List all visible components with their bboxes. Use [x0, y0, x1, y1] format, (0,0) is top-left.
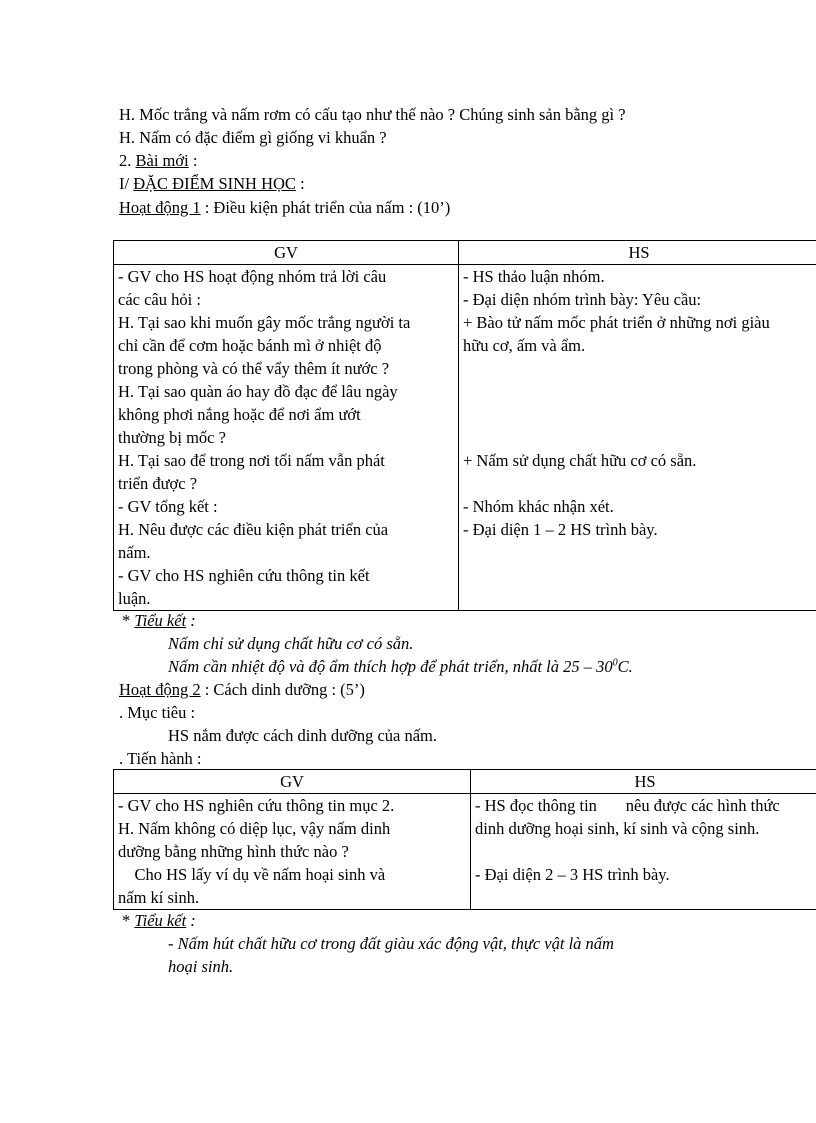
activity2-heading: Hoạt động 2 : Cách dinh dưỡng : (5’): [119, 680, 365, 699]
gv-line: dưỡng bằng những hình thức nào ?: [118, 842, 349, 861]
gv-line: triển được ?: [118, 474, 198, 493]
hs-line: [463, 426, 815, 449]
activity2-goal-text: HS nắm được cách dinh dưỡng của nấm.: [168, 726, 438, 745]
hs-line: + Nấm sử dụng chất hữu cơ có sẵn.: [463, 451, 697, 470]
gv-line: thường bị mốc ?: [118, 428, 226, 447]
new-lesson-heading: 2. Bài mới :: [119, 151, 198, 170]
section-heading: I/ ĐẶC ĐIỂM SINH HỌC :: [119, 174, 305, 193]
hs-line: - Đại diện 1 – 2 HS trình bày.: [463, 520, 658, 539]
gv-line: không phơi nắng hoặc để nơi ẩm ướt: [118, 405, 361, 424]
activity1-summary-line2: Nấm cần nhiệt độ và độ ẩm thích hợp để phát triển, nhất là $25 - 30^0C$.: [168, 657, 633, 676]
gv-line: - GV cho HS nghiên cứu thông tin mục 2.: [118, 796, 395, 815]
activity2-hs-cell: [471, 794, 816, 910]
activity1-hs-cell: [459, 265, 816, 611]
gv-line: - GV cho HS nghiên cứu thông tin kết: [118, 566, 370, 585]
activity2-goal-label: . Mục tiêu :: [119, 703, 196, 722]
gv-line: H. Tại sao quàn áo hay đồ đạc để lâu ngày: [118, 382, 398, 401]
hs-line: - HS đọc thông tin nêu được các hình thức: [475, 796, 780, 815]
review-question-2: H. Nấm có đặc điểm gì giống vi khuẩn ?: [119, 128, 387, 147]
activity2-procedure-label: . Tiến hành :: [119, 749, 202, 768]
activity2-table: [113, 769, 816, 910]
activity1-summary-line1: Nấm chỉ sử dụng chất hữu cơ có sẵn.: [168, 634, 414, 653]
gv-line: Cho HS lấy ví dụ về nấm hoại sinh và: [118, 865, 386, 884]
activity2-hs-header: HS: [471, 770, 816, 794]
activity1-hs-header: HS: [459, 241, 816, 265]
gv-line: H. Nấm không có diệp lục, vậy nấm dinh: [118, 819, 391, 838]
activity1-heading: Hoạt động 1 : Điều kiện phát triển của nấm : (10’): [119, 198, 451, 217]
hs-line: [463, 472, 815, 495]
activity2-summary-label: * Tiểu kết :: [122, 911, 196, 930]
gv-line: - GV cho HS hoạt động nhóm trả lời câu: [118, 267, 387, 286]
gv-line: nấm.: [118, 543, 151, 562]
activity1-gv-header: GV: [114, 241, 459, 265]
hs-line: - Nhóm khác nhận xét.: [463, 497, 614, 516]
gv-line: H. Tại sao để trong nơi tối nấm vẫn phát: [118, 451, 385, 470]
hs-line: [463, 403, 815, 426]
hs-line: hữu cơ, ấm và ẩm.: [463, 336, 586, 355]
gv-line: các câu hỏi :: [118, 290, 201, 309]
hs-line: [475, 840, 815, 863]
gv-line: chỉ cần để cơm hoặc bánh mì ở nhiệt độ: [118, 336, 382, 355]
gv-line: H. Tại sao khi muốn gây mốc trắng người ta: [118, 313, 411, 332]
activity2-gv-header: GV: [114, 770, 471, 794]
gv-line: luận.: [118, 589, 151, 608]
hs-line: + Bào tử nấm mốc phát triển ở những nơi giàu: [463, 313, 770, 332]
activity1-gv-cell: [114, 265, 459, 611]
hs-line: - Đại diện nhóm trình bày: Yêu cầu:: [463, 290, 702, 309]
hs-line: [463, 357, 815, 380]
activity2-summary-line1: - Nấm hút chất hữu cơ trong đất giàu xác động vật, thực vật là nấm: [168, 934, 614, 953]
gv-line: trong phòng và có thể vẩy thêm ít nước ?: [118, 359, 390, 378]
hs-line: - HS thảo luận nhóm.: [463, 267, 605, 286]
activity2-summary-line2: hoại sinh.: [168, 957, 234, 976]
gv-line: nấm kí sinh.: [118, 888, 200, 907]
activity2-gv-cell: [114, 794, 471, 910]
activity1-summary-label: * Tiểu kết :: [122, 611, 196, 630]
hs-line: [463, 380, 815, 403]
activity1-table: [113, 240, 816, 611]
hs-line: dinh dưỡng hoại sinh, kí sinh và cộng sinh.: [475, 819, 760, 838]
hs-line: - Đại diện 2 – 3 HS trình bày.: [475, 865, 670, 884]
gv-line: - GV tổng kết :: [118, 497, 218, 516]
review-question-1: H. Mốc trắng và nấm rơm có cấu tạo như thế nào ? Chúng sinh sản bằng gì ?: [119, 105, 626, 124]
gv-line: H. Nêu được các điều kiện phát triển của: [118, 520, 389, 539]
